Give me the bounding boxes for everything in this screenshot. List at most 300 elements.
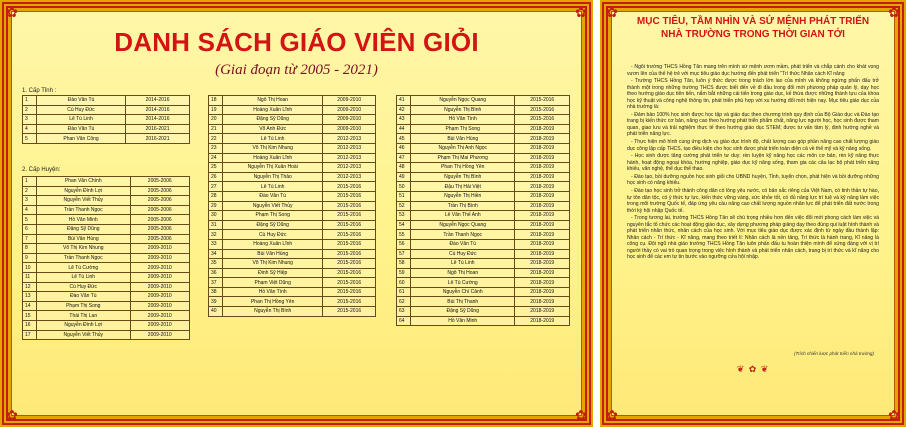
teacher-name: Trần Thanh Ngọc [411,230,515,240]
award-period: 2018-2019 [515,182,570,192]
table-row [397,220,570,230]
teacher-name: Đặng Sỹ Dũng [37,224,131,234]
award-period: 2015-2016 [323,268,376,278]
mission-paragraph: - Đào tạo học sinh trở thành công dân có lòng yêu nước, có bản sắc riêng của Việt Nam, có tinh thần tự hào, tự tôn dân tộc, có ý thức tự lực, kiến thức vững vàng, sức khỏe tốt, có đủ năng lực trí tuệ và kỹ năng làm việc trong môi trường Quốc tế, đáp ứng yêu cầu nâng cao chất lượng nguồn nhân lực để phát triển đất nước trong thời kỳ hội nhập Quốc tế. [627,188,879,214]
row-number: 58 [397,259,411,269]
award-period: 2018-2019 [515,134,570,144]
row-number: 47 [397,153,411,163]
row-number: 55 [397,230,411,240]
row-number: 6 [23,224,37,234]
row-number: 23 [209,143,223,153]
teacher-name: Lê Tú Linh [37,115,126,125]
row-number: 46 [397,143,411,153]
award-period: 2014-2016 [126,105,190,115]
award-period: 2015-2016 [323,239,376,249]
award-period: 2009-2010 [130,244,189,254]
lotus-ornament-icon: ❦ ✿ ❦ [736,364,770,374]
table-row [209,249,376,259]
row-number: 31 [209,220,223,230]
award-period: 2009-2010 [323,105,376,115]
row-number: 28 [209,191,223,201]
table-row [23,292,190,302]
teacher-name: Đào Văn Tú [37,96,126,106]
row-number: 15 [23,311,37,321]
row-number: 9 [23,253,37,263]
table-row [209,96,376,106]
table-row [397,268,570,278]
row-number: 17 [23,330,37,340]
table-row [209,153,376,163]
teacher-name: Nguyễn Thị Bình [411,105,515,115]
award-period: 2015-2016 [323,249,376,259]
row-number: 32 [209,230,223,240]
award-period: 2015-2016 [323,287,376,297]
award-period: 2018-2019 [515,143,570,153]
table-row [209,201,376,211]
row-number: 5 [23,134,37,144]
teacher-name: Đặng Sỹ Dũng [223,220,323,230]
award-period: 2009-2010 [130,311,189,321]
teacher-name: Trần Thanh Ngọc [37,205,131,215]
table-row [23,311,190,321]
row-number: 40 [209,307,223,317]
award-period: 2005-2006 [130,215,189,225]
teacher-name: Bùi Văn Hùng [411,134,515,144]
row-number: 48 [397,163,411,173]
row-number: 18 [209,96,223,106]
award-period: 2005-2006 [130,234,189,244]
teacher-name: Hồ Văn Tình [411,115,515,125]
teacher-name: Nguyễn Ngọc Quang [411,220,515,230]
award-period: 2018-2019 [515,172,570,182]
award-period: 2009-2010 [323,124,376,134]
teacher-name: Đặng Sỹ Dũng [223,115,323,125]
teacher-name: Phạm Thị Song [411,124,515,134]
row-number: 62 [397,297,411,307]
row-number: 45 [397,134,411,144]
award-period: 2018-2019 [515,259,570,269]
award-period: 2015-2016 [323,278,376,288]
teacher-name: Cù Huy Đức [223,230,323,240]
mission-paragraph: - Trong tương lai, trường THCS Hồng Tân sẽ chú trọng nhiều hơn đến việc đổi mới phong cách làm việc và nguyên tắc tổ chức các hoạt động giáo dục, xây dựng phương pháp giảng dạy theo đúng qui luật hình thành và phát triển nhân thức, nhân cách của học sinh. Với mục tiêu giáo dục được xác định từ ngày đầu thành lập: Nhân cách - Trí thức - Kĩ năng, mang theo triết lí: Nhân cách là nền tảng, Trí thức là hành trang, Kĩ năng là công cụ. Đội ngũ nhà giáo trường THCS Hồng Tân luôn phấn đấu tu hoàn thiện mình để xứng đáng với vị trí người thầy có vai trò quan trọng trong việc hình thành và phát triển nhân cách, trang bị trí thức và kĩ năng cho học sinh để các em tự tin bước vào ngưỡng cửa hội nhập. [627,215,879,261]
row-number: 60 [397,278,411,288]
row-number: 4 [23,205,37,215]
table-row [397,316,570,326]
award-period: 2009-2010 [130,282,189,292]
row-number: 33 [209,239,223,249]
table-row [209,239,376,249]
row-number: 1 [23,177,37,187]
row-number: 7 [23,234,37,244]
award-period: 2012-2013 [323,172,376,182]
row-number: 41 [397,96,411,106]
table-row [397,134,570,144]
mission-board-right [600,0,906,427]
row-number: 29 [209,201,223,211]
corner-ornament-icon: ✿ [888,4,900,20]
table-row [23,177,190,187]
table-row [209,230,376,240]
award-period: 2018-2019 [515,268,570,278]
row-number: 27 [209,182,223,192]
row-number: 16 [23,320,37,330]
teacher-table-column-3 [396,95,570,326]
row-number: 3 [23,196,37,206]
award-period: 2015-2016 [323,230,376,240]
row-number: 56 [397,239,411,249]
corner-ornament-icon: ✿ [6,4,18,20]
table-row [23,105,190,115]
table-row [209,134,376,144]
award-period: 2015-2016 [323,220,376,230]
table-row [209,211,376,221]
row-number: 54 [397,220,411,230]
teacher-name: Cù Huy Đức [411,249,515,259]
teacher-name: Lê Tú Cường [37,263,131,273]
award-period: 2015-2016 [515,105,570,115]
row-number: 52 [397,201,411,211]
row-number: 57 [397,249,411,259]
teacher-name: Hồ Văn Minh [37,215,131,225]
table-row [397,143,570,153]
award-period: 2012-2013 [323,143,376,153]
table-row [23,115,190,125]
teacher-name: Nguyễn Viết Thủy [37,196,131,206]
row-number: 44 [397,124,411,134]
award-period: 2018-2019 [515,249,570,259]
teacher-name: Thái Thị Lan [37,311,131,321]
table-row [209,259,376,269]
table-row [397,172,570,182]
table-row [209,172,376,182]
table-row [23,186,190,196]
award-period: 2015-2016 [515,115,570,125]
teacher-name: Nguyễn Viết Thủy [37,330,131,340]
award-period: 2016-2021 [126,124,190,134]
award-period: 2009-2010 [130,330,189,340]
row-number: 1 [23,96,37,106]
award-period: 2009-2010 [323,115,376,125]
table-row [209,143,376,153]
row-number: 14 [23,301,37,311]
teacher-name: Cù Huy Đức [37,282,131,292]
row-number: 38 [209,287,223,297]
teacher-name: Nguyễn Thị Thảo [223,172,323,182]
award-period: 2012-2013 [323,163,376,173]
teacher-name: Nguyễn Ngọc Quang [411,96,515,106]
award-period: 2018-2019 [515,278,570,288]
teacher-name: Đậu Thị Hải Việt [411,182,515,192]
award-period: 2018-2019 [515,239,570,249]
table-row [397,287,570,297]
teacher-name: Phạm Việt Dũng [223,278,323,288]
district-teacher-table [22,176,190,340]
award-period: 2005-2006 [130,224,189,234]
row-number: 22 [209,134,223,144]
table-row [23,196,190,206]
row-number: 51 [397,191,411,201]
award-period: 2018-2019 [515,316,570,326]
table-row [209,307,376,317]
row-number: 43 [397,115,411,125]
teacher-name: Lê Văn Thế Anh [411,211,515,221]
teacher-name: Đào Văn Tú [411,239,515,249]
table-row [209,105,376,115]
table-row [23,263,190,273]
award-period: 2018-2019 [515,220,570,230]
award-period: 2018-2019 [515,201,570,211]
row-number: 49 [397,172,411,182]
table-row [397,278,570,288]
row-number: 11 [23,272,37,282]
award-period: 2015-2016 [323,259,376,269]
mission-paragraph: - Đào tạo, bồi dưỡng nguồn học sinh giỏi cho UBND huyện, Tỉnh, tuyển chọn, phát hiện và bồi dưỡng những học sinh có năng khiếu. [627,173,879,187]
mission-paragraph: - Ngôi trường THCS Hồng Tân mang trên mình sứ mệnh ươm mầm, phát triển và chắp cánh cho khát vọng vươn lên của thế hệ trẻ với mục tiêu giáo dục hướng đến phát triển "Trí thức Nhân cách Kĩ năng [627,64,879,77]
province-teacher-table [22,95,190,144]
row-number: 10 [23,263,37,273]
award-period: 2018-2019 [515,191,570,201]
award-period: 2009-2010 [130,320,189,330]
row-number: 42 [397,105,411,115]
teacher-name: Đào Văn Tú [37,292,131,302]
table-row [23,301,190,311]
teacher-name: Ngô Thị Hoan [411,268,515,278]
award-period: 2014-2016 [126,115,190,125]
row-number: 21 [209,124,223,134]
row-number: 30 [209,211,223,221]
award-period: 2012-2013 [323,134,376,144]
row-number: 36 [209,268,223,278]
corner-ornament-icon: ✿ [888,407,900,423]
teacher-name: Hoàng Xuân Lĩnh [223,239,323,249]
row-number: 50 [397,182,411,192]
mission-paragraph: - Học sinh được tăng cường phát triển tư duy: rèn luyện kỹ năng học các môn cơ bản, rèn kỹ năng thực hành, hoạt động ngoại khóa, hướng nghiệp, giáo dục kỹ năng sống, tham gia các câu lạc bộ phát triển năng khiếu, văn nghệ, thể dục thể thao. [627,153,879,173]
row-number: 2 [23,105,37,115]
award-period: 2018-2019 [515,307,570,317]
teacher-name: Bùi Thị Thanh [411,297,515,307]
award-period: 2018-2019 [515,153,570,163]
table-row [397,153,570,163]
row-number: 63 [397,307,411,317]
table-row [23,224,190,234]
row-number: 53 [397,211,411,221]
row-number: 5 [23,215,37,225]
teacher-name: Phạm Thị Mai Phương [411,153,515,163]
teacher-name: Võ Thị Kim Nhung [223,259,323,269]
table-row [397,191,570,201]
teacher-name: Trần Thanh Ngọc [37,253,131,263]
award-period: 2005-2006 [130,196,189,206]
mission-paragraph: - Trường THCS Hồng Tân, luôn ý thức được trong trách lớn lao của mình và không ngừng phấn đấu trở thành một trong những trường THCS được biết đến về đi đầu trong đổi mới phương pháp quản lý, dạy học theo hướng giáo dục tiên tiến, nắm bắt những cái tiến trong giáo dục, kế thừa được những thành tựu của khoa học kỹ thuật và công nghệ thông tin, phát triển phù hợp với xu hướng đổi mới hiện nay. Mục tiêu giáo dục của nhà trường là: [627,78,879,111]
corner-ornament-icon: ✿ [6,407,18,423]
award-period: 2015-2016 [323,297,376,307]
teacher-name: Đào Văn Tú [37,124,126,134]
table-row [397,259,570,269]
table-row [23,272,190,282]
corner-ornament-icon: ✿ [606,4,618,20]
table-row [23,320,190,330]
teacher-name: Nguyễn Chí Cảnh [411,287,515,297]
table-row [397,115,570,125]
teacher-name: Nguyễn Thị Anh Ngọc [411,143,515,153]
table-row [397,105,570,115]
table-row [23,244,190,254]
table-row [209,220,376,230]
row-number: 8 [23,244,37,254]
table-row [397,239,570,249]
teacher-table-column-2 [208,95,376,317]
corner-ornament-icon: ✿ [575,407,587,423]
teacher-name: Lê Tú Cường [411,278,515,288]
teacher-name: Nguyễn Viết Thủy [223,201,323,211]
table-row [23,124,190,134]
award-period: 2015-2016 [323,191,376,201]
award-period: 2018-2019 [515,287,570,297]
row-number: 13 [23,292,37,302]
mission-paragraph: - Đảm bảo 100% học sinh được học tập và giáo dục theo chương trình quy định của Bộ Giáo dục và Đào tạo trang bị kiến thức cơ bản, năng cao theo hướng phát triển phẩm chất, năng lực người học, học sinh được tham quan, giao lưu và trải nghiệm thực tế theo hướng giáo dục STEM; được tư vấn tâm lý, định hướng nghề và phát triển năng lực. [627,111,879,138]
award-period: 2015-2016 [323,182,376,192]
award-period: 2014-2016 [126,96,190,106]
row-number: 24 [209,153,223,163]
table-row [397,211,570,221]
teacher-name: Phạm Thị Song [37,301,131,311]
row-number: 3 [23,115,37,125]
table-row [397,96,570,106]
teacher-name: Phan Thị Hồng Yên [411,163,515,173]
row-number: 61 [397,287,411,297]
table-row [209,287,376,297]
mission-title-line-2: NHÀ TRƯỜNG TRONG THỜI GIAN TỚI [661,29,845,40]
teacher-name: Phan Văn Chính [37,177,131,187]
award-period: 2009-2010 [130,272,189,282]
corner-ornament-icon: ✿ [575,4,587,20]
teacher-name: Lê Tú Linh [223,182,323,192]
teacher-name: Đặng Sỹ Dũng [411,307,515,317]
board-title: DANH SÁCH GIÁO VIÊN GIỎI [114,27,479,57]
section-label-district: 2. Cấp Huyện: [22,167,61,173]
table-row [209,182,376,192]
row-number: 39 [209,297,223,307]
teacher-name: Nguyễn Thị Hiền [411,191,515,201]
teacher-name: Võ Thị Kim Nhung [223,143,323,153]
teacher-name: Ngô Thị Hoan [223,96,323,106]
table-row [397,124,570,134]
table-row [397,182,570,192]
award-period: 2015-2016 [323,201,376,211]
table-row [23,330,190,340]
teacher-name: Lê Tú Linh [37,272,131,282]
award-period: 2018-2019 [515,211,570,221]
table-row [397,249,570,259]
teacher-name: Cù Huy Đức [37,105,126,115]
mission-paragraph: - Thực hiện mô hình cung ứng dịch vụ giáo dục trình độ, chất lượng cao góp phần nâng cao chất lượng giáo dục công lập cấp THCS, tạo điều kiện cho học sinh được phát triển toàn diện cả về thể mỹ và kỹ năng sống. [627,139,879,152]
award-period: 2018-2019 [515,297,570,307]
table-row [397,297,570,307]
table-row [397,307,570,317]
teacher-name: Võ Anh Đức [223,124,323,134]
teacher-name: Bùi Văn Hùng [37,234,131,244]
teacher-name: Trần Thị Bình [411,201,515,211]
teacher-name: Bùi Văn Hùng [223,249,323,259]
table-row [209,268,376,278]
table-row [397,230,570,240]
award-period: 2012-2013 [323,153,376,163]
table-row [23,134,190,144]
award-period: 2009-2010 [130,263,189,273]
table-row [209,191,376,201]
mission-body [627,64,879,262]
teacher-name: Lê Tú Linh [411,259,515,269]
table-row [23,234,190,244]
award-period: 2009-2010 [130,253,189,263]
row-number: 19 [209,105,223,115]
board-subtitle: (Giai đoạn từ 2005 - 2021) [215,62,378,78]
row-number: 12 [23,282,37,292]
table-row [23,253,190,263]
teacher-name: Nguyễn Đình Lợi [37,186,131,196]
teacher-name: Hồ Văn Tình [223,287,323,297]
teacher-name: Hoàng Xuân Lĩnh [223,153,323,163]
table-row [23,282,190,292]
award-period: 2018-2019 [515,124,570,134]
table-row [23,215,190,225]
award-period: 2015-2016 [323,307,376,317]
award-period: 2005-2006 [130,177,189,187]
row-number: 26 [209,172,223,182]
table-row [209,278,376,288]
row-number: 4 [23,124,37,134]
teacher-name: Phạm Thị Song [223,211,323,221]
award-period: 2016-2021 [126,134,190,144]
row-number: 37 [209,278,223,288]
row-number: 64 [397,316,411,326]
teacher-name: Nguyễn Thị Bình [411,172,515,182]
row-number: 35 [209,259,223,269]
teacher-name: Lê Tú Linh [223,134,323,144]
row-number: 34 [209,249,223,259]
row-number: 2 [23,186,37,196]
table-row [23,96,190,106]
mission-title [600,15,906,41]
row-number: 59 [397,268,411,278]
table-row [209,115,376,125]
award-period: 2009-2010 [323,96,376,106]
award-period: 2018-2019 [515,163,570,173]
table-row [397,201,570,211]
award-period: 2018-2019 [515,230,570,240]
teacher-name: Đào Văn Tú [223,191,323,201]
teacher-name: Hồ Văn Minh [411,316,515,326]
teacher-name: Hoàng Xuân Lĩnh [223,105,323,115]
teacher-name: Phan Văn Công [37,134,126,144]
award-period: 2009-2010 [130,301,189,311]
table-row [209,124,376,134]
teacher-name: Nguyễn Thị Bình [223,307,323,317]
award-period: 2005-2006 [130,186,189,196]
teacher-name: Phan Thị Hồng Yên [223,297,323,307]
teacher-name: Nguyễn Đình Lợi [37,320,131,330]
award-period: 2015-2016 [515,96,570,106]
table-row [23,205,190,215]
table-row [209,297,376,307]
table-row [209,163,376,173]
teacher-name: Nguyễn Thị Xuân Hoài [223,163,323,173]
row-number: 25 [209,163,223,173]
award-period: 2005-2006 [130,205,189,215]
section-label-province: 1. Cấp Tỉnh : [22,88,57,94]
award-period: 2009-2010 [130,292,189,302]
teacher-name: Đinh Sỹ Hiệp [223,268,323,278]
